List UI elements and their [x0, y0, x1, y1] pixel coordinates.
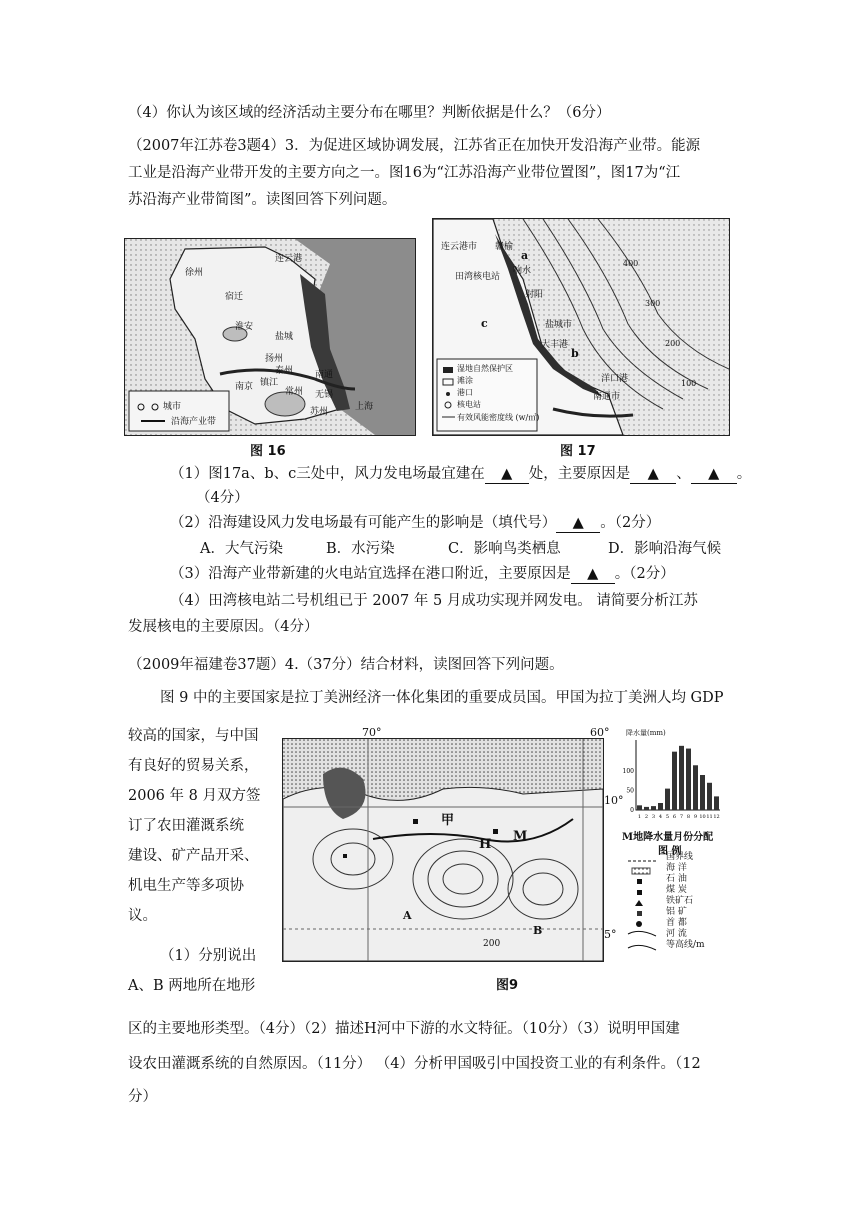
precip-bar-6: [672, 752, 677, 810]
month-label-5: 5: [665, 814, 670, 820]
legend-port: 港口: [457, 388, 473, 397]
wrap-line-4: 订了农田灌溉系统: [128, 818, 244, 834]
legend-wetland: 湿地自然保护区: [457, 364, 513, 373]
legend-labels: [666, 852, 705, 951]
month-label-9: 9: [693, 814, 698, 820]
map-label-h: H: [479, 837, 492, 852]
label-wuxi: 无锡: [315, 390, 334, 400]
chart-title: M地降水量月份分配: [622, 832, 714, 843]
q1-blank-reason2[interactable]: ▲: [691, 465, 737, 484]
contour-200: 200: [665, 339, 681, 348]
wrap-line-1: 较高的国家，与中国: [128, 728, 259, 744]
precip-bar-9: [693, 765, 698, 810]
legend-tidal-flat: 滩涂: [457, 376, 473, 385]
question-3: [170, 563, 675, 585]
month-label-11: 11: [706, 814, 713, 820]
legend-symbols: [622, 856, 662, 956]
q2-text: （2）沿海建设风力发电场最有可能产生的影响是（填代号）: [170, 515, 557, 531]
legend-title: 图 例: [658, 846, 682, 857]
precipitation-chart: [622, 728, 726, 824]
contour-100: 100: [681, 379, 697, 388]
legend-border: 国界线: [666, 852, 694, 862]
map-label-jia: 甲: [441, 813, 455, 828]
month-label-3: 3: [651, 814, 656, 820]
q4-line2: 发展核电的主要原因。（4分）: [128, 619, 319, 635]
label-lianyungang-city: 连云港市: [441, 242, 478, 252]
q3-text: （3）沿海产业带新建的火电站宜选择在港口附近，主要原因是: [170, 566, 571, 582]
figure-16-caption: 图 16: [250, 444, 286, 459]
lat-5: 5°: [604, 928, 617, 941]
wrap-line-5: 建设、矿产品开采、: [128, 848, 259, 864]
label-c: c: [481, 317, 488, 330]
precip-bar-4: [658, 803, 663, 810]
legend-nuclear: 核电站: [457, 400, 481, 409]
month-label-2: 2: [644, 814, 649, 820]
month-label-1: 1: [637, 814, 642, 820]
contour-300: 300: [645, 299, 661, 308]
label-zhenjiang: 镇江: [260, 378, 279, 388]
para1-line2: 工业是沿海产业带开发的主要方向之一。图16为“江苏沿海产业带位置图”，图17为“江: [128, 165, 681, 181]
month-label-6: 6: [672, 814, 677, 820]
label-shanghai: 上海: [355, 402, 374, 412]
q2-blank[interactable]: ▲: [556, 514, 600, 533]
label-yangzhou: 扬州: [265, 354, 284, 364]
label-dafeng-port: 大丰港: [541, 340, 569, 350]
precip-bar-3: [651, 806, 656, 810]
label-a: a: [521, 249, 529, 262]
y-tick-0: 0: [630, 807, 634, 814]
legend-aluminum: 铝 矿: [666, 907, 687, 917]
wrap-line-6: 机电生产等多项协: [128, 878, 244, 894]
label-yancheng-city: 盐城市: [545, 320, 573, 330]
wrap-q1-line2: A、B 两地所在地形: [128, 978, 256, 994]
label-suzhou: 苏州: [310, 407, 329, 417]
para2: （2009年福建卷37题）4.（37分）结合材料，读图回答下列问题。: [128, 657, 564, 673]
map-label-b: B: [533, 924, 543, 937]
legend-river: 河 流: [666, 929, 687, 939]
label-huaian: 淮安: [235, 322, 254, 332]
figure-9-caption: 图9: [496, 978, 519, 993]
precip-bar-11: [707, 783, 712, 810]
precip-bar-1: [637, 805, 642, 810]
q1-blank-reason1[interactable]: ▲: [630, 465, 676, 484]
question-2: [170, 512, 660, 534]
precip-bar-2: [644, 807, 649, 810]
label-sheyang: 射阳: [525, 290, 544, 300]
legend-coal: 煤 炭: [666, 885, 687, 895]
wrap-q1-line1: （1）分别说出: [160, 948, 257, 964]
legend-oil: 石 油: [666, 874, 687, 884]
chart-axis-unit: 降水量(mm): [626, 729, 666, 737]
figure-9: [282, 728, 728, 974]
q4-previous: （4）你认为该区域的经济活动主要分布在哪里？判断依据是什么？（6分）: [128, 105, 611, 121]
wrap-line-3: 2006 年 8 月双方签: [128, 788, 261, 804]
precip-bar-10: [700, 775, 705, 810]
lat-10: 10°: [604, 794, 624, 807]
final-line-2: 设农田灌溉系统的自然原因。（11分） （4）分析甲国吸引中国投资工业的有利条件。（12: [128, 1056, 701, 1072]
map-label-a: A: [403, 909, 412, 922]
lon-60: 60°: [590, 726, 610, 739]
label-nanjing: 南京: [235, 382, 254, 392]
q1-text-a: （1）图17a、b、c三处中，风力发电场最宜建在: [170, 466, 485, 482]
label-suqian: 宿迁: [225, 292, 244, 302]
legend-city: 城市: [163, 402, 182, 412]
legend-contour: 等高线/m: [666, 940, 705, 950]
latin-america-map-graphic: [283, 739, 603, 961]
label-lianyungang: 连云港: [275, 254, 303, 264]
q2-option-b: B．水污染: [326, 541, 395, 557]
q2-option-d: D．影响沿海气候: [608, 541, 722, 557]
legend-coastal-belt: 沿海产业带: [171, 417, 217, 427]
label-nantong: 南通: [315, 370, 334, 380]
wrap-text-column: [128, 721, 261, 1001]
map-contour-label: 200: [483, 939, 501, 949]
wrap-line-7: 议。: [128, 908, 157, 924]
wrap-line-2: 有良好的贸易关系，: [128, 758, 259, 774]
label-tianwan-nuclear: 田湾核电站: [455, 272, 501, 282]
question-1: [170, 463, 751, 485]
q1-score: （4分）: [196, 490, 249, 506]
precipitation-bars: [622, 728, 726, 824]
q2-option-a: A．大气污染: [200, 541, 283, 557]
month-label-10: 10: [699, 814, 706, 820]
month-label-8: 8: [686, 814, 691, 820]
month-label-4: 4: [658, 814, 663, 820]
q1-text-c: 、: [676, 466, 691, 482]
label-xuzhou: 徐州: [185, 268, 204, 278]
contour-400: 400: [623, 259, 639, 268]
final-line-3: 分）: [128, 1089, 157, 1105]
para1-line3: 苏沿海产业带简图”。读图回答下列问题。: [128, 192, 397, 208]
q4-line1: （4）田湾核电站二号机组已于 2007 年 5 月成功实现并网发电。 请简要分析江苏: [170, 593, 698, 609]
figure-16-map: [124, 238, 416, 436]
q1-text-b: 处，主要原因是: [528, 466, 631, 482]
lon-70: 70°: [362, 726, 382, 739]
label-changzhou: 常州: [285, 387, 304, 397]
label-yangkou-port: 洋口港: [601, 374, 629, 384]
label-xiangshui: 响水: [513, 266, 532, 276]
precip-bar-8: [686, 749, 691, 810]
figure-17-map: [432, 218, 730, 436]
label-nantong-city: 南通市: [593, 392, 621, 402]
precip-bar-12: [714, 796, 719, 810]
legend-wind-density: 有效风能密度线 (w/㎡): [457, 413, 540, 422]
month-label-12: 12: [713, 814, 720, 820]
q2-tail: 。（2分）: [600, 515, 661, 531]
month-label-7: 7: [679, 814, 684, 820]
q1-blank-site[interactable]: ▲: [485, 465, 529, 484]
label-taizhou: 泰州: [275, 366, 294, 376]
q3-blank[interactable]: ▲: [571, 565, 615, 584]
label-b: b: [571, 347, 579, 360]
y-tick-50: 50: [626, 787, 634, 795]
label-ganyu: 赣榆: [495, 242, 514, 252]
figure-17-caption: 图 17: [560, 444, 596, 459]
legend-iron: 铁矿石: [666, 896, 694, 906]
map-label-m: M: [513, 829, 528, 844]
final-line-1: 区的主要地形类型。（4分）（2）描述H河中下游的水文特征。（10分）（3）说明甲国建: [128, 1021, 680, 1037]
q1-text-d: 。: [736, 466, 752, 482]
para3: 图 9 中的主要国家是拉丁美洲经济一体化集团的重要成员国。甲国为拉丁美洲人均 GDP: [160, 690, 724, 706]
q3-tail: 。（2分）: [614, 566, 675, 582]
legend-ocean: 海 洋: [666, 863, 687, 873]
precip-bar-7: [679, 746, 684, 810]
y-tick-100: 100: [622, 768, 634, 776]
precip-bar-5: [665, 789, 670, 810]
figure-9-map: [282, 738, 604, 962]
para1-line1: （2007年江苏卷3题4）3．为促进区域协调发展，江苏省正在加快开发沿海产业带。能源: [128, 138, 701, 154]
label-yancheng: 盐城: [275, 332, 294, 342]
legend-capital: 首 都: [666, 918, 687, 928]
q2-option-c: C．影响鸟类栖息: [448, 541, 561, 557]
